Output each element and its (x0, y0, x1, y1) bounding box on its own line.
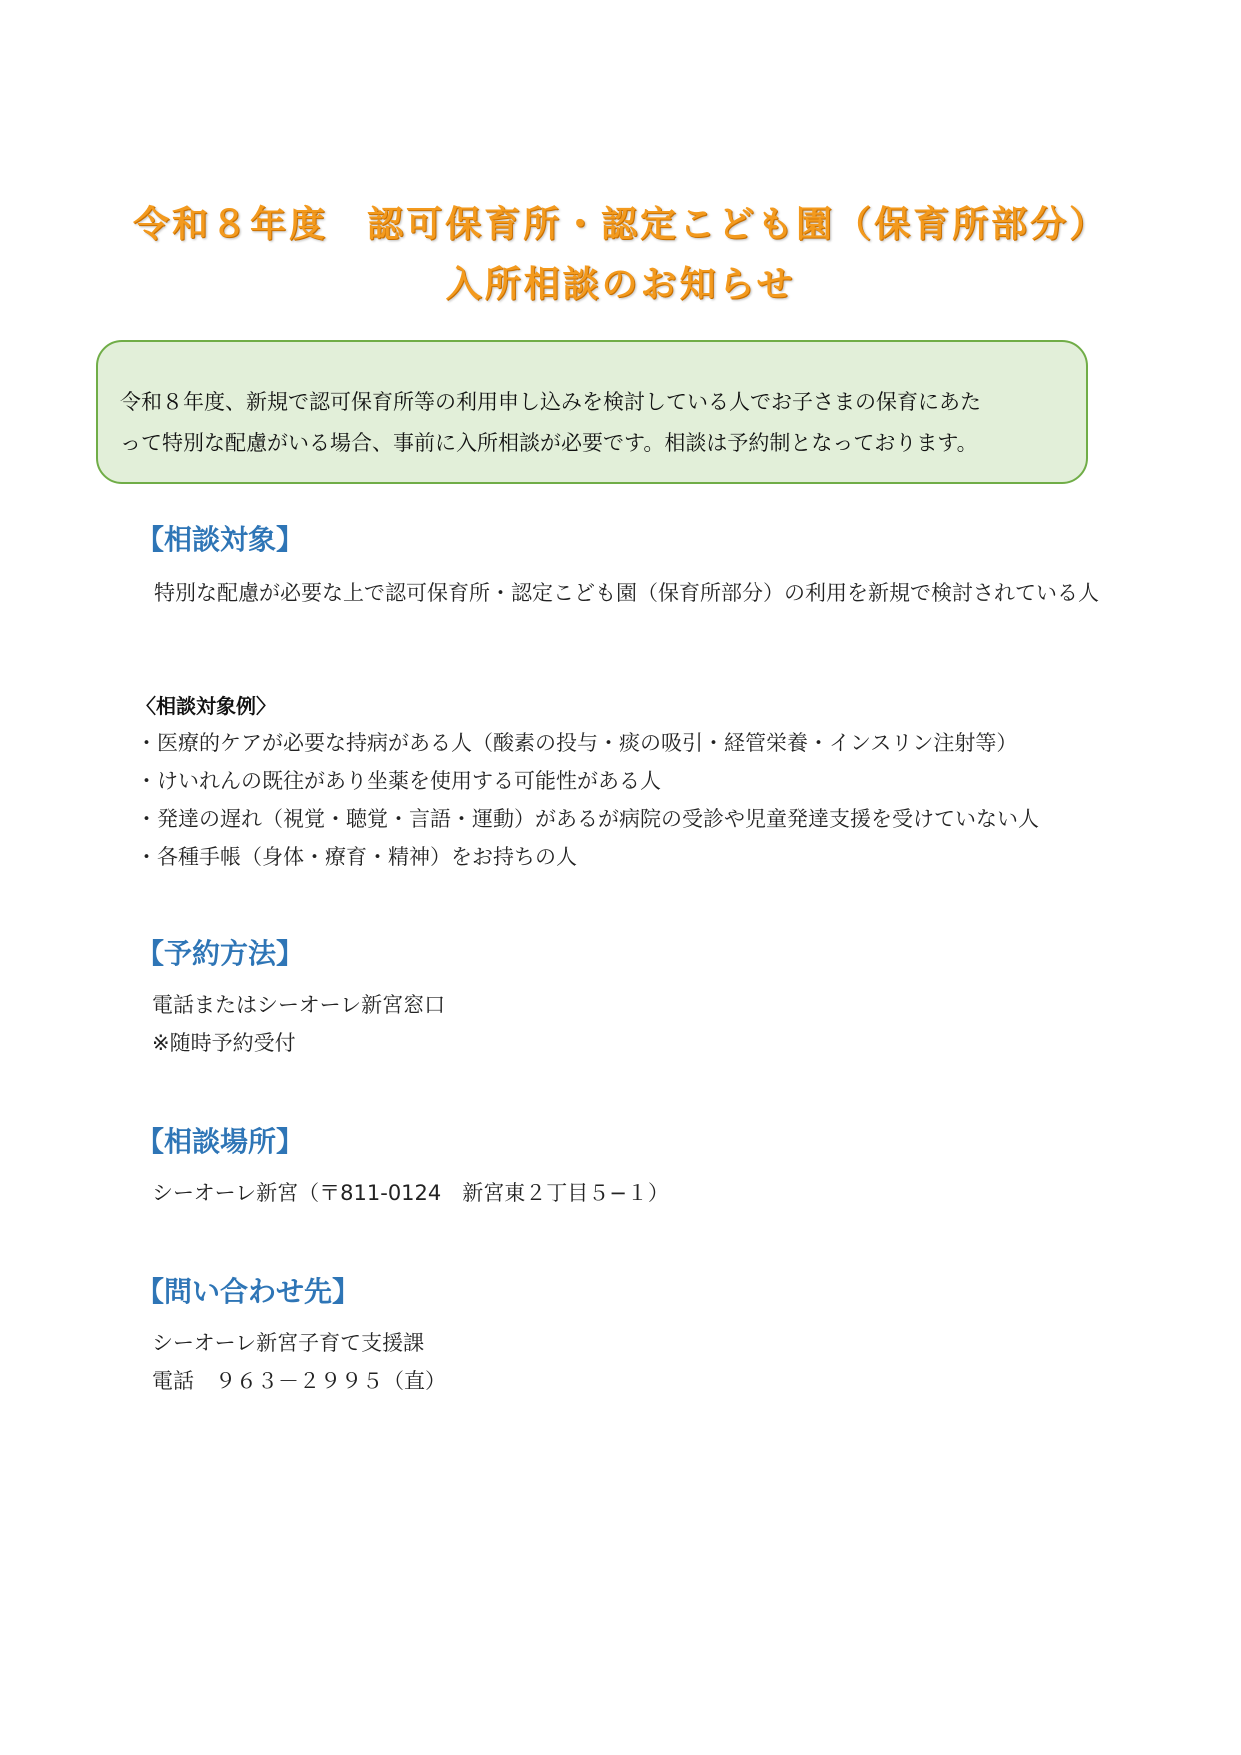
section-heading-place: 【相談場所】 (136, 1125, 305, 1158)
reservation-details (152, 986, 445, 1062)
consultation-address: シーオーレ新宮（〒811-0124 新宮東２丁目５−１） (152, 1181, 669, 1205)
list-item: ・ 各種手帳（身体・療育・精神）をお持ちの人 (136, 838, 1039, 876)
list-item: ・ 発達の遅れ（視覚・聴覚・言語・運動）があるが病院の受診や児童発達支援を受けていない人 (136, 800, 1039, 838)
examples-list (136, 724, 1039, 876)
section-heading-target: 【相談対象】 (136, 523, 305, 556)
intro-line-1: 令和８年度、新規で認可保育所等の利用申し込みを検討している人でお子さまの保育にあた (120, 390, 981, 414)
page-title-line-1: 令和８年度 認可保育所・認定こども園（保育所部分） (132, 204, 1108, 245)
list-item: ・ けいれんの既往があり坐薬を使用する可能性がある人 (136, 762, 1039, 800)
section-heading-reservation: 【予約方法】 (136, 937, 305, 970)
page-title-line-2: 入所相談のお知らせ (445, 264, 796, 305)
contact-department: シーオーレ新宮子育て支援課 (152, 1331, 425, 1355)
intro-line-2: って特別な配慮がいる場合、事前に入所相談が必要です。相談は予約制となっております。 (120, 431, 978, 455)
examples-heading: 〈相談対象例〉 (136, 694, 276, 718)
list-item: ・ 医療的ケアが必要な持病がある人（酸素の投与・痰の吸引・経管栄養・インスリン注射等） (136, 724, 1039, 762)
reservation-note: ※随時予約受付 (152, 1031, 296, 1055)
reservation-method: 電話またはシーオーレ新宮窓口 (152, 993, 446, 1017)
contact-phone: 電話 ９６３－２９９５（直） (152, 1369, 446, 1393)
intro-notice-box (96, 340, 1088, 484)
section-heading-contact: 【問い合わせ先】 (136, 1275, 361, 1308)
target-description: 特別な配慮が必要な上で認可保育所・認定こども園（保育所部分）の利用を新規で検討されている人 (154, 581, 1099, 605)
contact-details (152, 1324, 446, 1400)
